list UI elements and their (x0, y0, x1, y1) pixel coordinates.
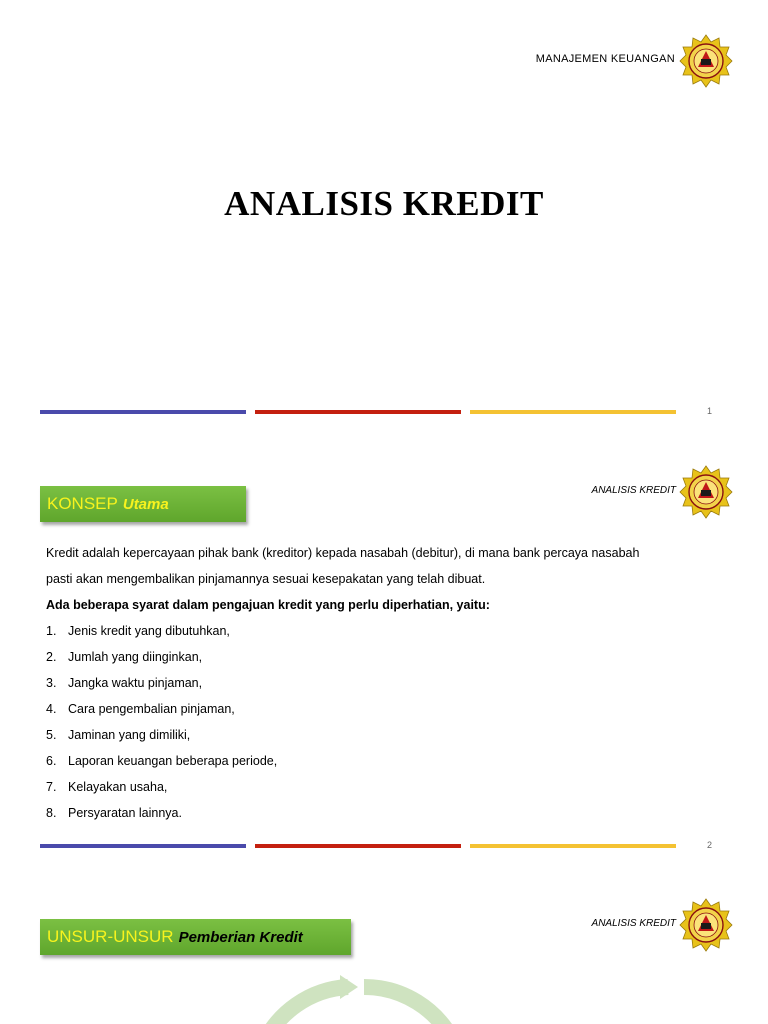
list-number: 8. (46, 806, 57, 820)
list-number: 7. (46, 780, 57, 794)
list-number: 5. (46, 728, 57, 742)
requirements-list (46, 618, 726, 826)
bar-red (255, 844, 461, 848)
university-logo-icon (679, 465, 733, 519)
bar-red (255, 410, 461, 414)
bar-blue (40, 410, 246, 414)
slide-title-text: ANALISIS KREDIT (224, 184, 544, 223)
heading-strong: KONSEP (47, 494, 118, 513)
university-logo-icon (679, 898, 733, 952)
page-number: 1 (706, 406, 712, 416)
heading-em: Pemberian Kredit (178, 928, 303, 946)
list-text: Jenis kredit yang dibutuhkan, (68, 624, 230, 638)
list-item (46, 774, 726, 800)
list-item (46, 644, 726, 670)
list-text: Persyaratan lainnya. (68, 806, 182, 820)
cycle-diagram (240, 967, 500, 1024)
divider-bars (40, 844, 676, 848)
university-logo-icon (679, 34, 733, 88)
slide-unsur (0, 867, 768, 1024)
heading-strong: UNSUR-UNSUR (47, 927, 174, 946)
list-number: 2. (46, 650, 57, 664)
divider-bars (40, 410, 676, 414)
cycle-arrow-right (364, 987, 454, 1024)
list-text: Laporan keuangan beberapa periode, (68, 754, 278, 768)
header-label: ANALISIS KREDIT (591, 918, 676, 929)
list-text: Jaminan yang dimiliki, (68, 728, 191, 742)
list-number: 6. (46, 754, 57, 768)
list-item (46, 722, 726, 748)
slide-title (0, 0, 768, 434)
paragraph: pasti akan mengembalikan pinjamannya sesuai kesepakatan yang telah dibuat. (46, 572, 486, 586)
page-number: 2 (706, 840, 712, 850)
list-item (46, 800, 726, 826)
paragraph: Kredit adalah kepercayaan pihak bank (kreditor) kepada nasabah (debitur), di mana bank percaya nasabah (46, 546, 640, 560)
list-item (46, 618, 726, 644)
list-item (46, 670, 726, 696)
header-label: MANAJEMEN KEUANGAN (535, 53, 675, 65)
body-content (46, 540, 726, 826)
list-number: 3. (46, 676, 57, 690)
list-text: Jangka waktu pinjaman, (68, 676, 203, 690)
list-number: 1. (46, 624, 57, 638)
bar-blue (40, 844, 246, 848)
section-heading-box (40, 486, 246, 522)
header-label: ANALISIS KREDIT (591, 485, 676, 496)
arrow-head-icon (340, 975, 358, 999)
list-item (46, 748, 726, 774)
bar-yellow (470, 844, 676, 848)
slide-konsep (0, 434, 768, 867)
paragraph-bold: Ada beberapa syarat dalam pengajuan kredit yang perlu diperhatian, yaitu: (46, 598, 490, 612)
list-text: Cara pengembalian pinjaman, (68, 702, 235, 716)
heading-em: Utama (122, 495, 169, 513)
bar-yellow (470, 410, 676, 414)
list-item (46, 696, 726, 722)
list-number: 4. (46, 702, 57, 716)
cycle-arrow-left (262, 987, 348, 1024)
section-heading-box (40, 919, 351, 955)
list-text: Kelayakan usaha, (68, 780, 168, 794)
list-text: Jumlah yang diinginkan, (68, 650, 203, 664)
